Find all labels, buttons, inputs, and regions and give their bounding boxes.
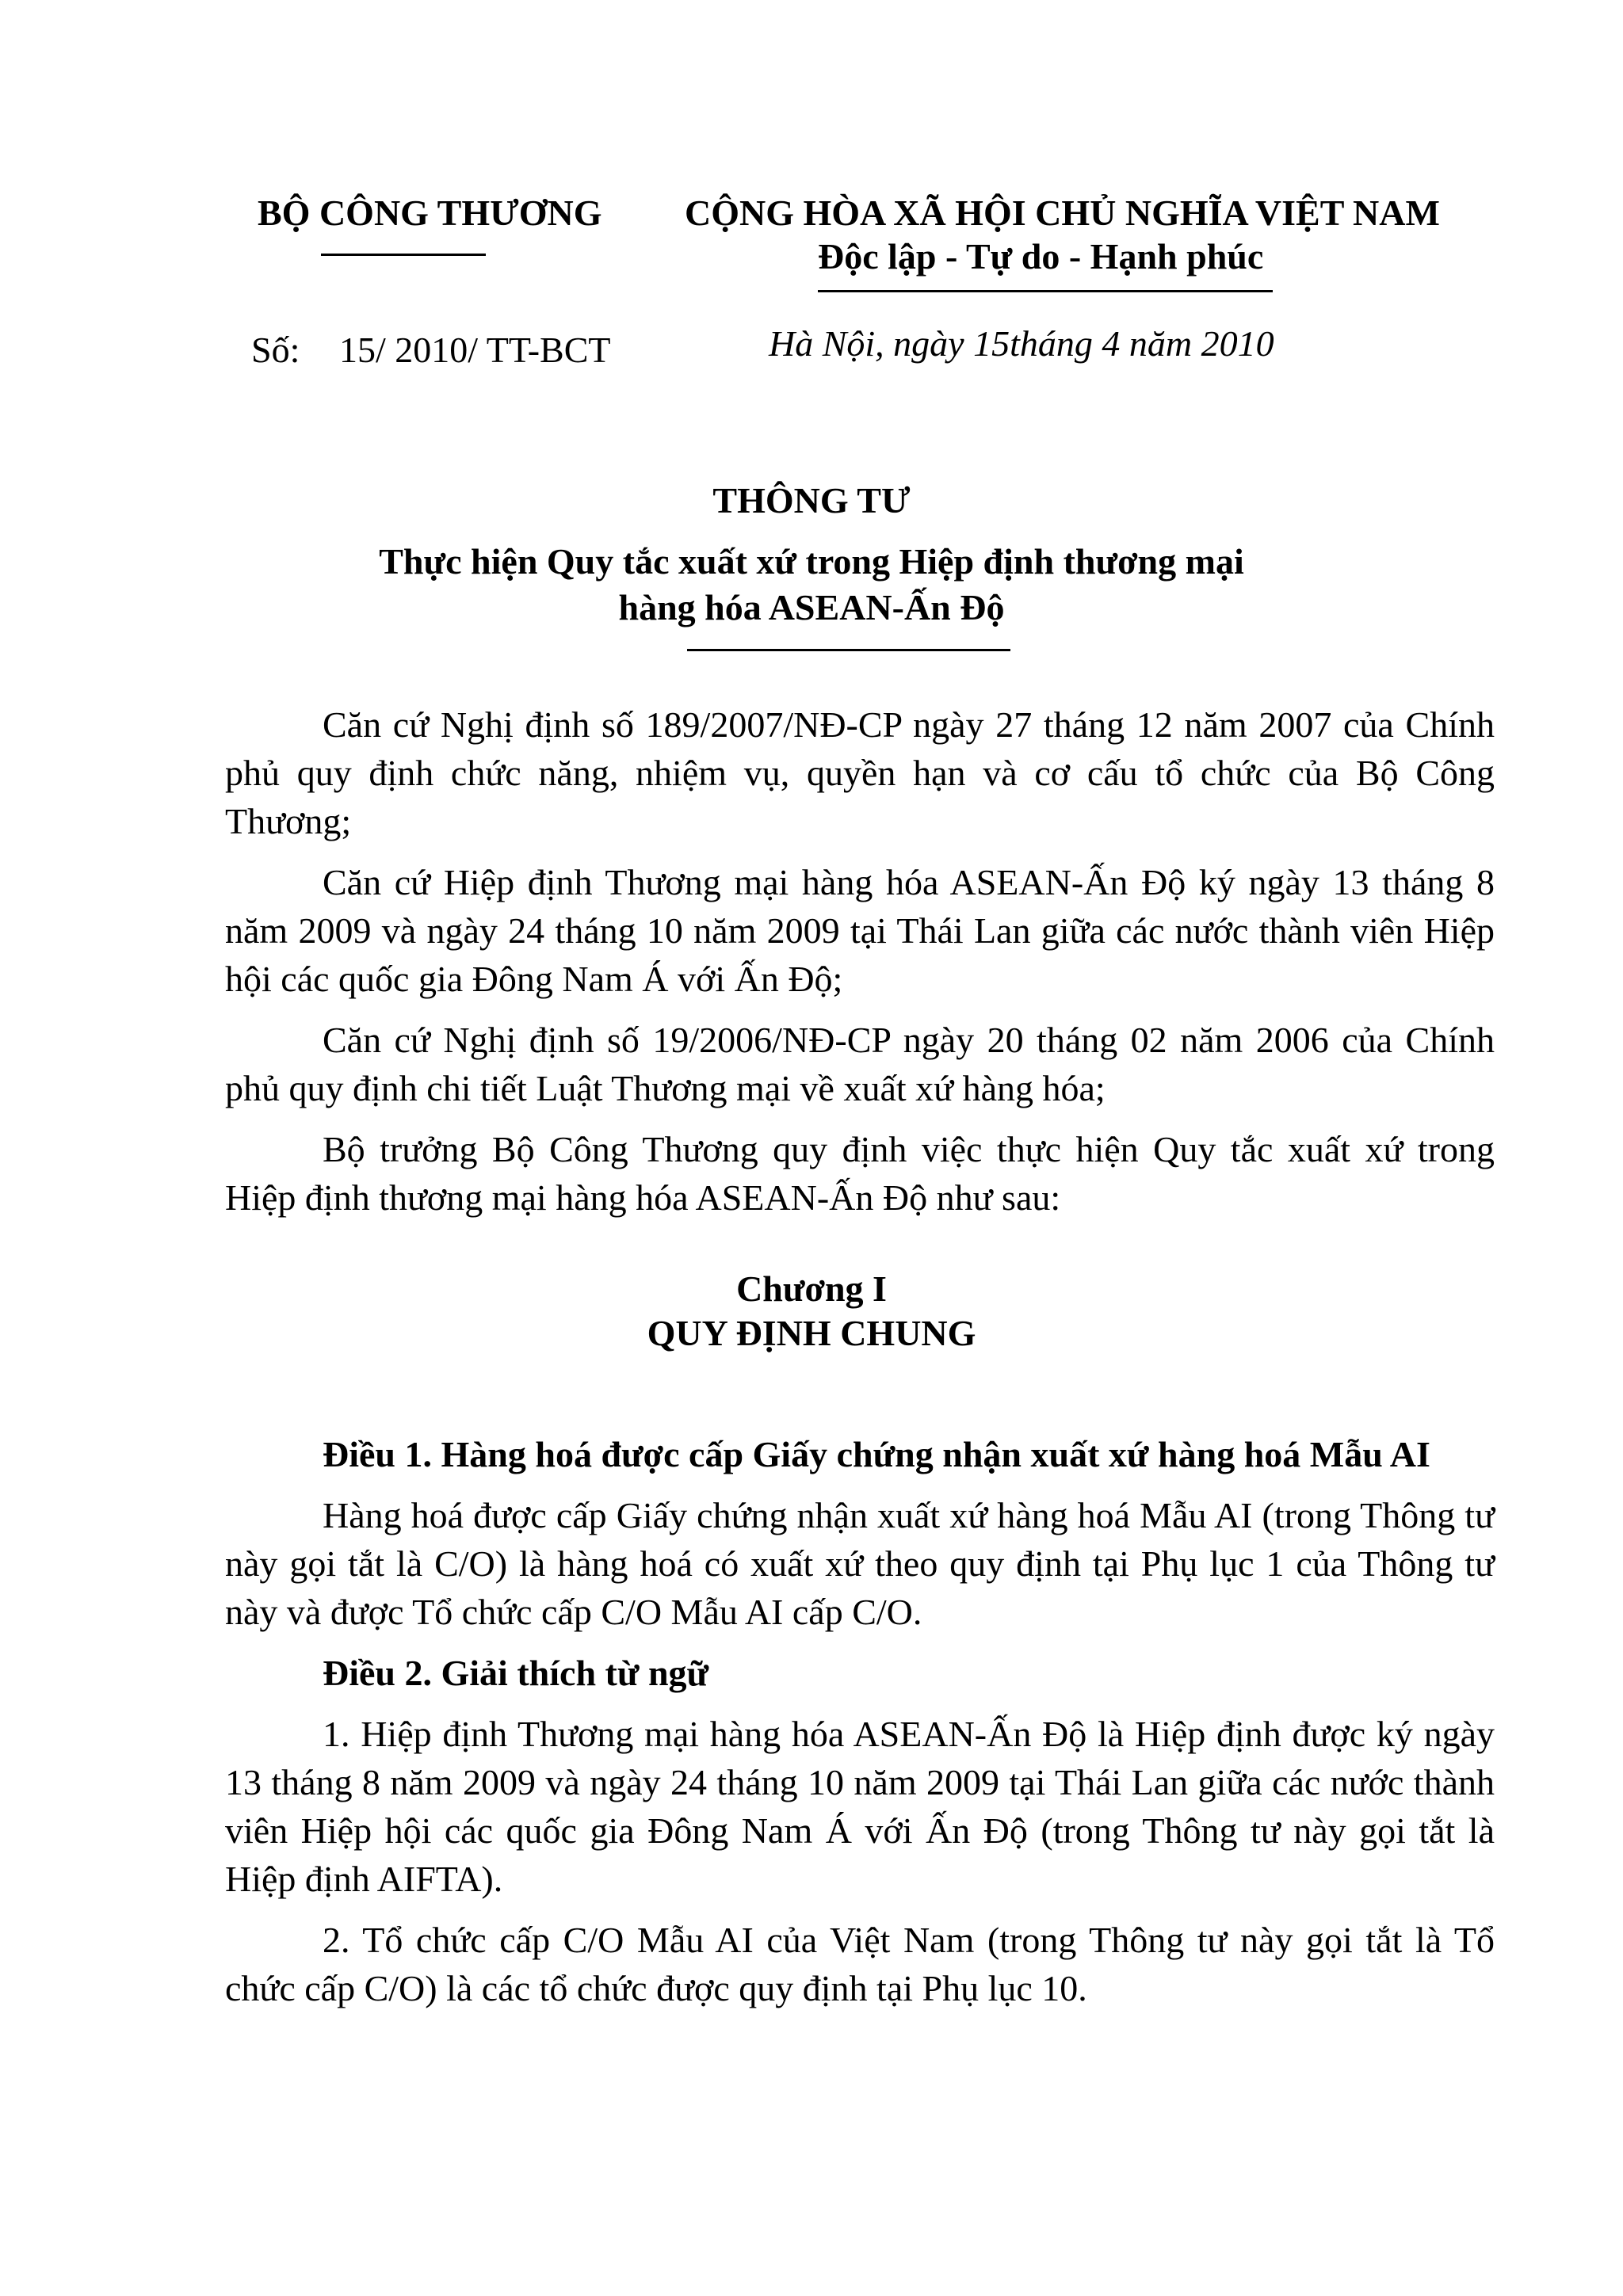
articles <box>225 1430 1495 2025</box>
preamble-paragraph: Căn cứ Nghị định số 189/2007/NĐ-CP ngày 27 tháng 12 năm 2007 của Chính phủ quy định chức năng, nhiệm vụ, quyền hạn và cơ cấu tổ chức của Bộ Công Thương; <box>225 704 1495 841</box>
article-2-heading: Điều 2. Giải thích từ ngữ <box>323 1653 709 1693</box>
document-number: 15/ 2010/ TT-BCT <box>339 330 611 370</box>
ministry-name: BỘ CÔNG THƯƠNG <box>258 193 602 233</box>
place-and-date: Hà Nội, ngày 15tháng 4 năm 2010 <box>769 323 1274 364</box>
national-motto: Độc lập - Tự do - Hạnh phúc <box>818 236 1264 277</box>
chapter-number: Chương I <box>736 1268 887 1309</box>
ministry-underline <box>321 254 486 256</box>
document-subject-line-2: hàng hóa ASEAN-Ấn Độ <box>618 587 1005 627</box>
article-1-heading: Điều 1. Hàng hoá được cấp Giấy chứng nhận xuất xứ hàng hoá Mẫu AI <box>323 1434 1430 1474</box>
article-1-paragraph: Hàng hoá được cấp Giấy chứng nhận xuất xứ hàng hoá Mẫu AI (trong Thông tư này gọi tắt là C/O) là hàng hoá có xuất xứ theo quy định tại Phụ lục 1 của Thông tư này và được Tổ chức cấp C/O Mẫu AI cấp C/O. <box>225 1495 1495 1632</box>
article-2-paragraph-1: 1. Hiệp định Thương mại hàng hóa ASEAN-Ấn Độ là Hiệp định được ký ngày 13 tháng 8 năm 2009 và ngày 24 tháng 10 năm 2009 tại Thái Lan giữa các nước thành viên Hiệp hội các quốc gia Đông Nam Á với Ấn Độ (trong Thông tư này gọi tắt là Hiệp định AIFTA). <box>225 1714 1495 1899</box>
article-2-paragraph-2: 2. Tổ chức cấp C/O Mẫu AI của Việt Nam (trong Thông tư này gọi tắt là Tổ chức cấp C/O) là các tổ chức được quy định tại Phụ lục 10. <box>225 1920 1495 2008</box>
preamble-paragraph: Căn cứ Hiệp định Thương mại hàng hóa ASEAN-Ấn Độ ký ngày 13 tháng 8 năm 2009 và ngày 24 tháng 10 năm 2009 tại Thái Lan giữa các nước thành viên Hiệp hội các quốc gia Đông Nam Á với Ấn Độ; <box>225 862 1495 999</box>
country-name: CỘNG HÒA XÃ HỘI CHỦ NGHĨA VIỆT NAM <box>685 193 1440 233</box>
preamble-paragraph: Bộ trưởng Bộ Công Thương quy định việc thực hiện Quy tắc xuất xứ trong Hiệp định thương mại hàng hóa ASEAN-Ấn Độ như sau: <box>225 1129 1495 1218</box>
title-underline <box>687 649 1010 651</box>
preamble <box>225 700 1495 1234</box>
motto-underline <box>818 290 1273 292</box>
document-type: THÔNG TƯ <box>712 480 911 521</box>
document-number-label: Số: <box>251 330 300 370</box>
preamble-paragraph: Căn cứ Nghị định số 19/2006/NĐ-CP ngày 20 tháng 02 năm 2006 của Chính phủ quy định chi tiết Luật Thương mại về xuất xứ hàng hóa; <box>225 1020 1495 1108</box>
chapter-title: QUY ĐỊNH CHUNG <box>647 1313 976 1353</box>
document-subject-line-1: Thực hiện Quy tắc xuất xứ trong Hiệp định thương mại <box>379 541 1244 582</box>
